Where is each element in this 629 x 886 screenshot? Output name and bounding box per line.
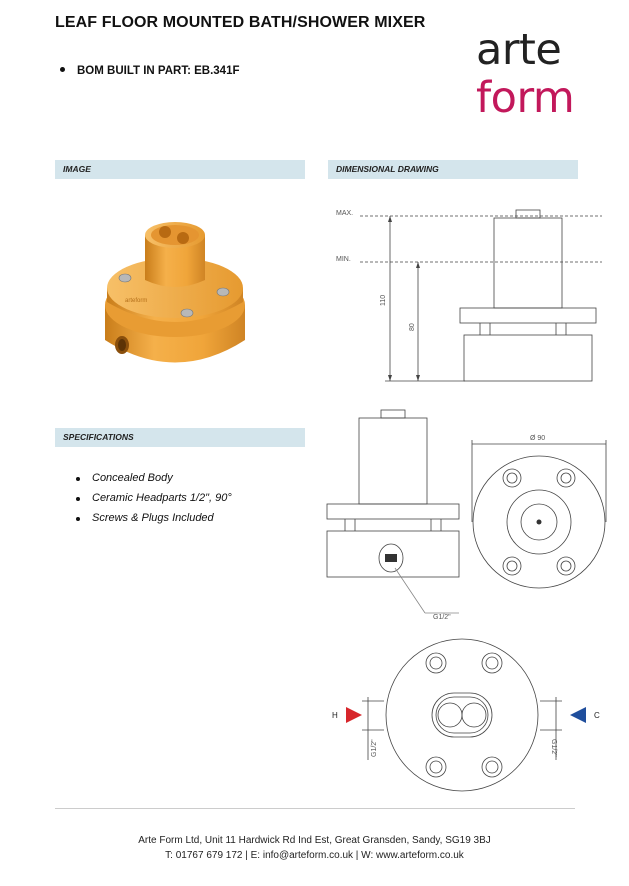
min-label: MIN. xyxy=(336,256,351,263)
bottom-view-drawing xyxy=(328,635,608,795)
footer-divider xyxy=(55,808,575,809)
cold-thread-label: G1/2" xyxy=(550,739,557,757)
section-bar-dimensional: DIMENSIONAL DRAWING xyxy=(328,160,578,179)
product-image xyxy=(95,210,255,380)
bom-line xyxy=(60,65,240,77)
logo-form: form xyxy=(476,73,575,123)
hot-thread-label: G1/2" xyxy=(371,739,378,757)
thread-label: G1/2" xyxy=(433,614,451,621)
footer-contact: T: 01767 679 172 | E: info@arteform.co.uk | W: www.arteform.co.uk xyxy=(165,850,464,861)
footer-address: Arte Form Ltd, Unit 11 Hardwick Rd Ind Est, Great Gransden, Sandy, SG19 3BJ xyxy=(138,835,491,846)
spec-item: Concealed Body xyxy=(76,472,232,484)
arteform-logo xyxy=(476,26,574,122)
hot-inlet-arrow xyxy=(346,707,362,723)
hot-label: H xyxy=(332,711,338,720)
page-title: LEAF FLOOR MOUNTED BATH/SHOWER MIXER xyxy=(55,14,426,31)
cold-inlet-arrow xyxy=(570,707,586,723)
cold-label: C xyxy=(594,711,600,720)
front-elevation-drawing xyxy=(325,408,475,623)
spec-item: Ceramic Headparts 1/2", 90° xyxy=(76,492,232,504)
side-elevation-drawing xyxy=(330,200,610,390)
section-bar-specifications: SPECIFICATIONS xyxy=(55,428,305,447)
dimension-110: 110 xyxy=(380,294,387,306)
diameter-label: Ø 90 xyxy=(530,435,546,442)
spec-item: Screws & Plugs Included xyxy=(76,512,232,524)
max-label: MAX. xyxy=(336,210,354,217)
bullet xyxy=(60,67,65,72)
dimension-80: 80 xyxy=(409,323,416,331)
logo-arte: arte xyxy=(476,25,562,75)
bom-text: BOM BUILT IN PART: EB.341F xyxy=(77,65,240,77)
specifications-list xyxy=(76,472,232,532)
plan-view-drawing xyxy=(470,432,610,592)
svg-text:arteform: arteform xyxy=(125,298,148,304)
section-bar-image: IMAGE xyxy=(55,160,305,179)
